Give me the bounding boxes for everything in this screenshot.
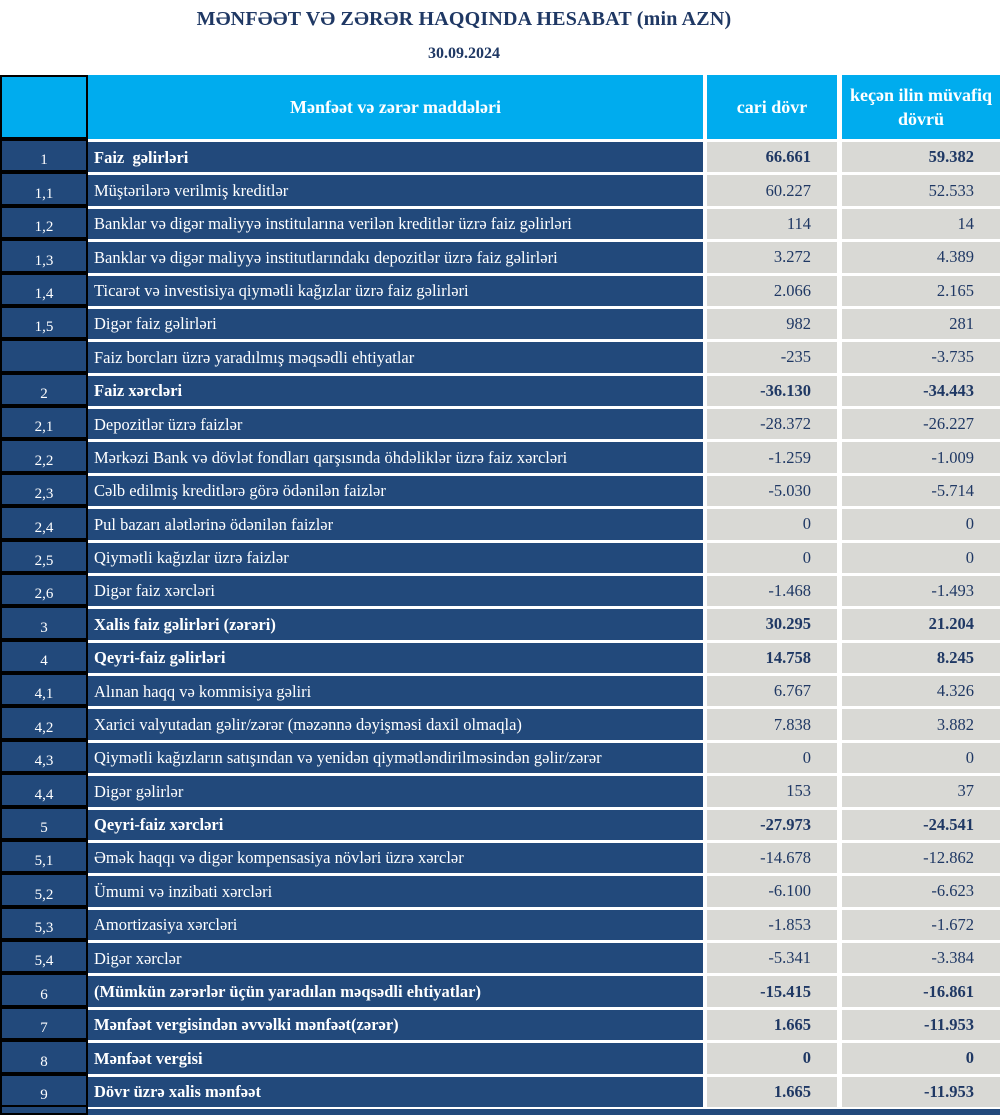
row-current-value: 1.665	[703, 1007, 837, 1040]
row-label-cell: Faiz xərcləri	[88, 373, 703, 406]
row-current-value: 0	[703, 540, 837, 573]
row-previous-value: -26.227	[837, 406, 1000, 439]
row-number-cell: 1,5	[0, 306, 88, 339]
row-current-value: 0	[703, 506, 837, 539]
row-label-cell: Qeyri-faiz xərcləri	[88, 807, 703, 840]
row-previous-value: -12.862	[837, 840, 1000, 873]
table-row	[0, 773, 1000, 806]
row-current-value: 3.272	[703, 239, 837, 272]
row-label-cell: Alınan haqq və kommisiya gəliri	[88, 673, 703, 706]
row-previous-value: 4.389	[837, 239, 1000, 272]
row-current-value: -5.030	[703, 473, 837, 506]
row-label-cell: (Mümkün zərərlər üçün yaradılan məqsədli ehtiyatlar)	[88, 973, 703, 1006]
table-row	[0, 473, 1000, 506]
row-previous-value: 8.245	[837, 640, 1000, 673]
row-number-cell: 5,4	[0, 940, 88, 973]
header-current-period-cell: cari dövr	[703, 75, 837, 139]
row-number-cell: 5,2	[0, 873, 88, 906]
row-label-cell: Mənfəət vergisi	[88, 1040, 703, 1073]
table-row	[0, 840, 1000, 873]
row-current-value: 1.665	[703, 1074, 837, 1107]
row-label-cell: Mərkəzi Bank və dövlət fondları qarşısında öhdəliklər üzrə faiz xərcləri	[88, 439, 703, 472]
row-current-value: -36.130	[703, 373, 837, 406]
row-number-cell: 1	[0, 139, 88, 172]
table-row	[0, 273, 1000, 306]
row-previous-value: -5.714	[837, 473, 1000, 506]
table-row	[0, 673, 1000, 706]
row-number-cell: 1,4	[0, 273, 88, 306]
table-row	[0, 1040, 1000, 1073]
row-number-cell	[0, 339, 88, 372]
row-current-value: 7.838	[703, 706, 837, 739]
row-label-cell: Pul bazarı alətlərinə ödənilən faizlər	[88, 506, 703, 539]
row-label-cell: Digər gəlirlər	[88, 773, 703, 806]
row-number-cell: 4,2	[0, 706, 88, 739]
row-label-cell: Cəlb edilmiş kreditlərə görə ödənilən faizlər	[88, 473, 703, 506]
row-current-value: 66.661	[703, 139, 837, 172]
row-label-cell: Faiz borcları üzrə yaradılmış məqsədli ehtiyatlar	[88, 339, 703, 372]
row-previous-value: 37	[837, 773, 1000, 806]
row-previous-value: 14	[837, 206, 1000, 239]
row-number-cell: 1,1	[0, 172, 88, 205]
row-number-cell: 5	[0, 807, 88, 840]
row-current-value: -14.678	[703, 840, 837, 873]
header-number-cell	[0, 75, 88, 139]
row-number-cell: 7	[0, 1007, 88, 1040]
page-title: MƏNFƏƏT VƏ ZƏRƏR HAQQINDA HESABAT (min AZN)	[196, 8, 732, 30]
row-current-value: -6.100	[703, 873, 837, 906]
row-label-cell: Dövr üzrə xalis mənfəət	[88, 1074, 703, 1107]
row-previous-value: 59.382	[837, 139, 1000, 172]
row-current-value: 30.295	[703, 606, 837, 639]
row-current-value: 0	[703, 1040, 837, 1073]
table-row	[0, 973, 1000, 1006]
row-previous-value: -16.861	[837, 973, 1000, 1006]
table-row	[0, 540, 1000, 573]
table-row	[0, 940, 1000, 973]
row-previous-value: -34.443	[837, 373, 1000, 406]
row-number-cell: 4,1	[0, 673, 88, 706]
row-current-value: 6.767	[703, 673, 837, 706]
table-header-row	[0, 75, 1000, 139]
table-row	[0, 740, 1000, 773]
row-current-value: 60.227	[703, 172, 837, 205]
row-previous-value: -11.953	[837, 1074, 1000, 1107]
row-previous-value: 281	[837, 306, 1000, 339]
row-number-cell: 6	[0, 973, 88, 1006]
table-row	[0, 706, 1000, 739]
row-number-cell: 2,2	[0, 439, 88, 472]
table-row	[0, 439, 1000, 472]
row-current-value: -1.853	[703, 907, 837, 940]
row-previous-value: -3.384	[837, 940, 1000, 973]
row-label-cell: Müştərilərə verilmiş kreditlər	[88, 172, 703, 205]
row-label-cell: Qiymətli kağızlar üzrə faizlər	[88, 540, 703, 573]
row-number-cell: 1,2	[0, 206, 88, 239]
table-row	[0, 873, 1000, 906]
row-previous-value: 21.204	[837, 606, 1000, 639]
table-row	[0, 606, 1000, 639]
table-body	[0, 139, 1000, 1107]
row-number-cell: 2	[0, 373, 88, 406]
table-row	[0, 807, 1000, 840]
row-previous-value: 4.326	[837, 673, 1000, 706]
row-previous-value: -6.623	[837, 873, 1000, 906]
row-previous-value: -1.009	[837, 439, 1000, 472]
row-current-value: -1.259	[703, 439, 837, 472]
table-row	[0, 1074, 1000, 1107]
footer-strip	[88, 1107, 1000, 1115]
row-label-cell: Depozitlər üzrə faizlər	[88, 406, 703, 439]
row-previous-value: 0	[837, 1040, 1000, 1073]
row-label-cell: Digər faiz xərcləri	[88, 573, 703, 606]
row-previous-value: -11.953	[837, 1007, 1000, 1040]
row-current-value: -235	[703, 339, 837, 372]
table-row	[0, 907, 1000, 940]
row-number-cell: 9	[0, 1074, 88, 1107]
row-label-cell: Faiz gəlirləri	[88, 139, 703, 172]
table-row	[0, 206, 1000, 239]
row-number-cell: 5,3	[0, 907, 88, 940]
table-row	[0, 1007, 1000, 1040]
row-number-cell: 2,3	[0, 473, 88, 506]
row-current-value: -27.973	[703, 807, 837, 840]
row-label-cell: Banklar və digər maliyyə institutlarındakı depozitlər üzrə faiz gəlirləri	[88, 239, 703, 272]
table-footer-bar	[0, 1107, 1000, 1115]
row-number-cell: 2,6	[0, 573, 88, 606]
row-current-value: 153	[703, 773, 837, 806]
row-number-cell: 2,4	[0, 506, 88, 539]
row-previous-value: 0	[837, 740, 1000, 773]
header-items-cell: Mənfəət və zərər maddələri	[88, 75, 703, 139]
row-previous-value: -24.541	[837, 807, 1000, 840]
row-previous-value: 0	[837, 540, 1000, 573]
row-number-cell: 2,5	[0, 540, 88, 573]
row-current-value: 14.758	[703, 640, 837, 673]
row-label-cell: Qiymətli kağızların satışından və yenidən qiymətləndirilməsindən gəlir/zərər	[88, 740, 703, 773]
row-current-value: -28.372	[703, 406, 837, 439]
row-label-cell: Xarici valyutadan gəlir/zərər (məzənnə dəyişməsi daxil olmaqla)	[88, 706, 703, 739]
row-number-cell: 4,4	[0, 773, 88, 806]
table-row	[0, 172, 1000, 205]
table-row	[0, 339, 1000, 372]
row-label-cell: Ticarət və investisiya qiymətli kağızlar üzrə faiz gəlirləri	[88, 273, 703, 306]
table-row	[0, 506, 1000, 539]
row-label-cell: Əmək haqqı və digər kompensasiya növləri üzrə xərclər	[88, 840, 703, 873]
header-previous-period-cell: keçən ilin müvafiq dövrü	[837, 75, 1000, 139]
table-row	[0, 406, 1000, 439]
row-current-value: 982	[703, 306, 837, 339]
row-previous-value: 0	[837, 506, 1000, 539]
profit-loss-table	[0, 75, 1000, 1115]
row-number-cell: 5,1	[0, 840, 88, 873]
row-label-cell: Digər xərclər	[88, 940, 703, 973]
row-previous-value: -1.493	[837, 573, 1000, 606]
row-previous-value: 52.533	[837, 172, 1000, 205]
footer-number-cell	[0, 1107, 88, 1115]
row-current-value: 2.066	[703, 273, 837, 306]
row-previous-value: 2.165	[837, 273, 1000, 306]
row-label-cell: Xalis faiz gəlirləri (zərəri)	[88, 606, 703, 639]
table-row	[0, 373, 1000, 406]
row-number-cell: 1,3	[0, 239, 88, 272]
row-number-cell: 2,1	[0, 406, 88, 439]
table-row	[0, 306, 1000, 339]
row-label-cell: Qeyri-faiz gəlirləri	[88, 640, 703, 673]
row-current-value: -15.415	[703, 973, 837, 1006]
row-previous-value: -3.735	[837, 339, 1000, 372]
row-label-cell: Amortizasiya xərcləri	[88, 907, 703, 940]
row-current-value: -5.341	[703, 940, 837, 973]
row-current-value: 0	[703, 740, 837, 773]
table-row	[0, 573, 1000, 606]
row-number-cell: 4,3	[0, 740, 88, 773]
table-row	[0, 640, 1000, 673]
table-row	[0, 139, 1000, 172]
row-label-cell: Banklar və digər maliyyə institularına verilən kreditlər üzrə faiz gəlirləri	[88, 206, 703, 239]
row-label-cell: Ümumi və inzibati xərcləri	[88, 873, 703, 906]
row-number-cell: 3	[0, 606, 88, 639]
row-label-cell: Mənfəət vergisindən əvvəlki mənfəət(zərər)	[88, 1007, 703, 1040]
report-date: 30.09.2024	[428, 45, 500, 62]
row-current-value: 114	[703, 206, 837, 239]
row-previous-value: -1.672	[837, 907, 1000, 940]
row-number-cell: 4	[0, 640, 88, 673]
title-block	[0, 0, 964, 63]
row-current-value: -1.468	[703, 573, 837, 606]
row-label-cell: Digər faiz gəlirləri	[88, 306, 703, 339]
row-number-cell: 8	[0, 1040, 88, 1073]
table-row	[0, 239, 1000, 272]
row-previous-value: 3.882	[837, 706, 1000, 739]
